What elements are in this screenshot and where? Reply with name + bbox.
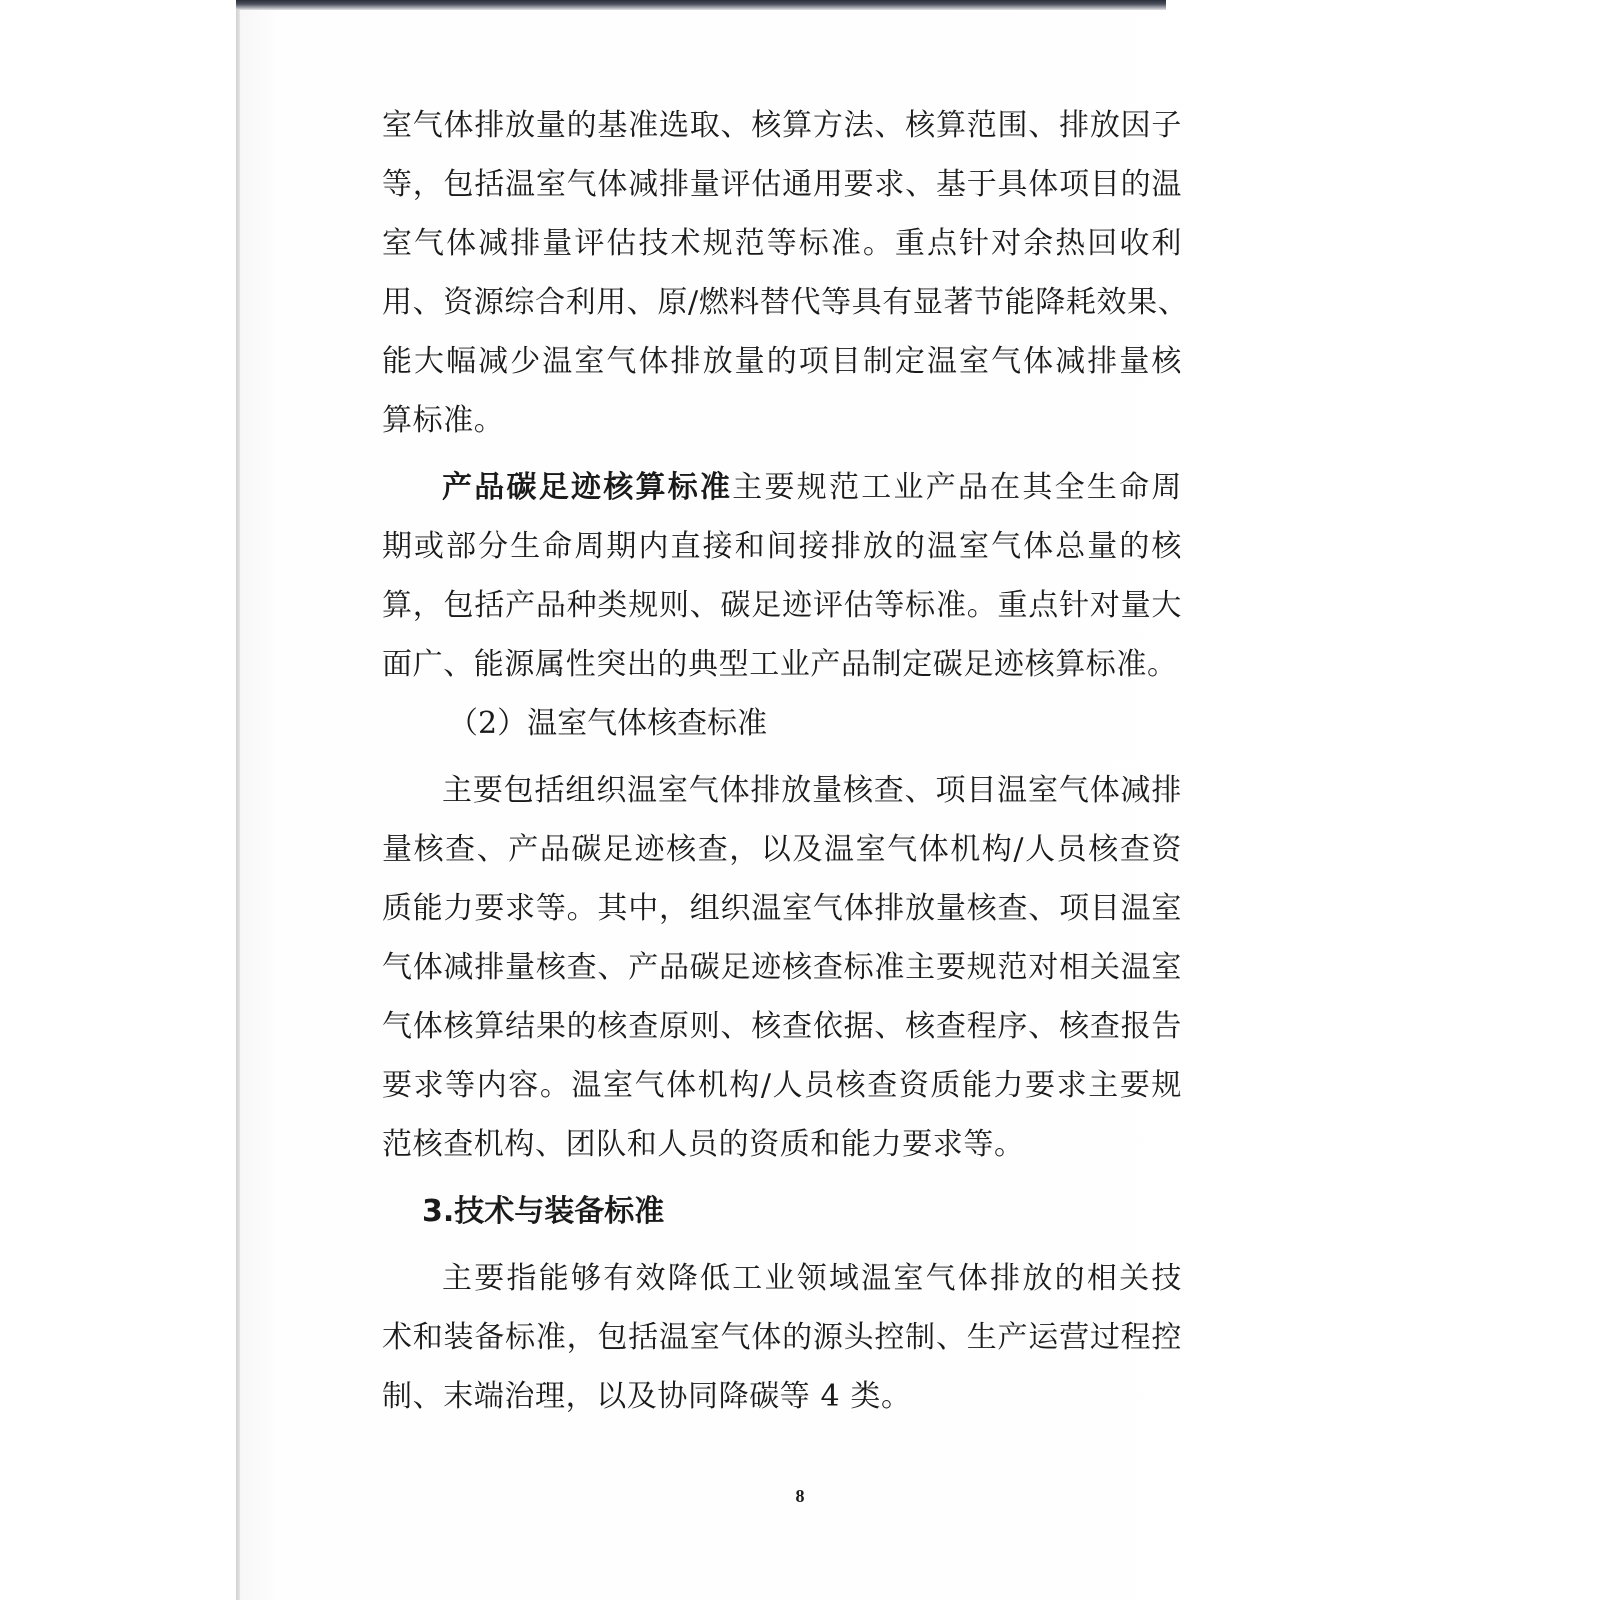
text-line: 主要包括组织温室气体排放量核查、项目温室气体减排 <box>442 773 1182 808</box>
text-line: 要求等内容。温室气体机构/人员核查资质能力要求主要规 <box>382 1068 1182 1103</box>
text-line: 室气体排放量的基准选取、核算方法、核算范围、排放因子 <box>382 108 1182 143</box>
text-line: 量核查、产品碳足迹核查，以及温室气体机构/人员核查资 <box>382 832 1182 867</box>
paragraph-3 <box>382 761 1182 1174</box>
text-line: 面广、能源属性突出的典型工业产品制定碳足迹核算标准。 <box>382 647 1178 682</box>
document-body <box>382 96 1189 1426</box>
text-line: 用、资源综合利用、原/燃料替代等具有显著节能降耗效果、 <box>382 285 1189 320</box>
bold-term: 产品碳足迹核算标准 <box>442 470 733 505</box>
section-heading: 3.技术与装备标准 <box>422 1194 665 1229</box>
text-line: 术和装备标准，包括温室气体的源头控制、生产运营过程控 <box>382 1320 1182 1355</box>
text-line: 质能力要求等。其中，组织温室气体排放量核查、项目温室 <box>382 891 1182 926</box>
text-line: 范核查机构、团队和人员的资质和能力要求等。 <box>382 1127 1025 1162</box>
text-line <box>382 458 1182 517</box>
text-line: 算标准。 <box>382 403 505 438</box>
text-line: 气体核算结果的核查原则、核查依据、核查程序、核查报告 <box>382 1009 1182 1044</box>
page-number: 8 <box>795 1486 805 1506</box>
paragraph-1 <box>382 96 1189 450</box>
text-line: 能大幅减少温室气体排放量的项目制定温室气体减排量核 <box>382 344 1182 379</box>
subheading: （2）温室气体核查标准 <box>448 706 768 741</box>
paragraph-4 <box>382 1249 1182 1426</box>
text-run: 主要规范工业产品在其全生命周 <box>732 470 1183 505</box>
text-line: 气体减排量核查、产品碳足迹核查标准主要规范对相关温室 <box>382 950 1182 985</box>
text-line: 室气体减排量评估技术规范等标准。重点针对余热回收利 <box>382 226 1182 261</box>
text-line: 制、末端治理，以及协同降碳等 4 类。 <box>382 1379 912 1414</box>
text-line: 主要指能够有效降低工业领域温室气体排放的相关技 <box>442 1261 1182 1296</box>
text-line: 等，包括温室气体减排量评估通用要求、基于具体项目的温 <box>382 167 1182 202</box>
text-line: 期或部分生命周期内直接和间接排放的温室气体总量的核 <box>382 529 1182 564</box>
text-line: 算，包括产品种类规则、碳足迹评估等标准。重点针对量大 <box>382 588 1182 623</box>
top-border <box>236 0 1166 10</box>
paragraph-2 <box>382 458 1182 694</box>
